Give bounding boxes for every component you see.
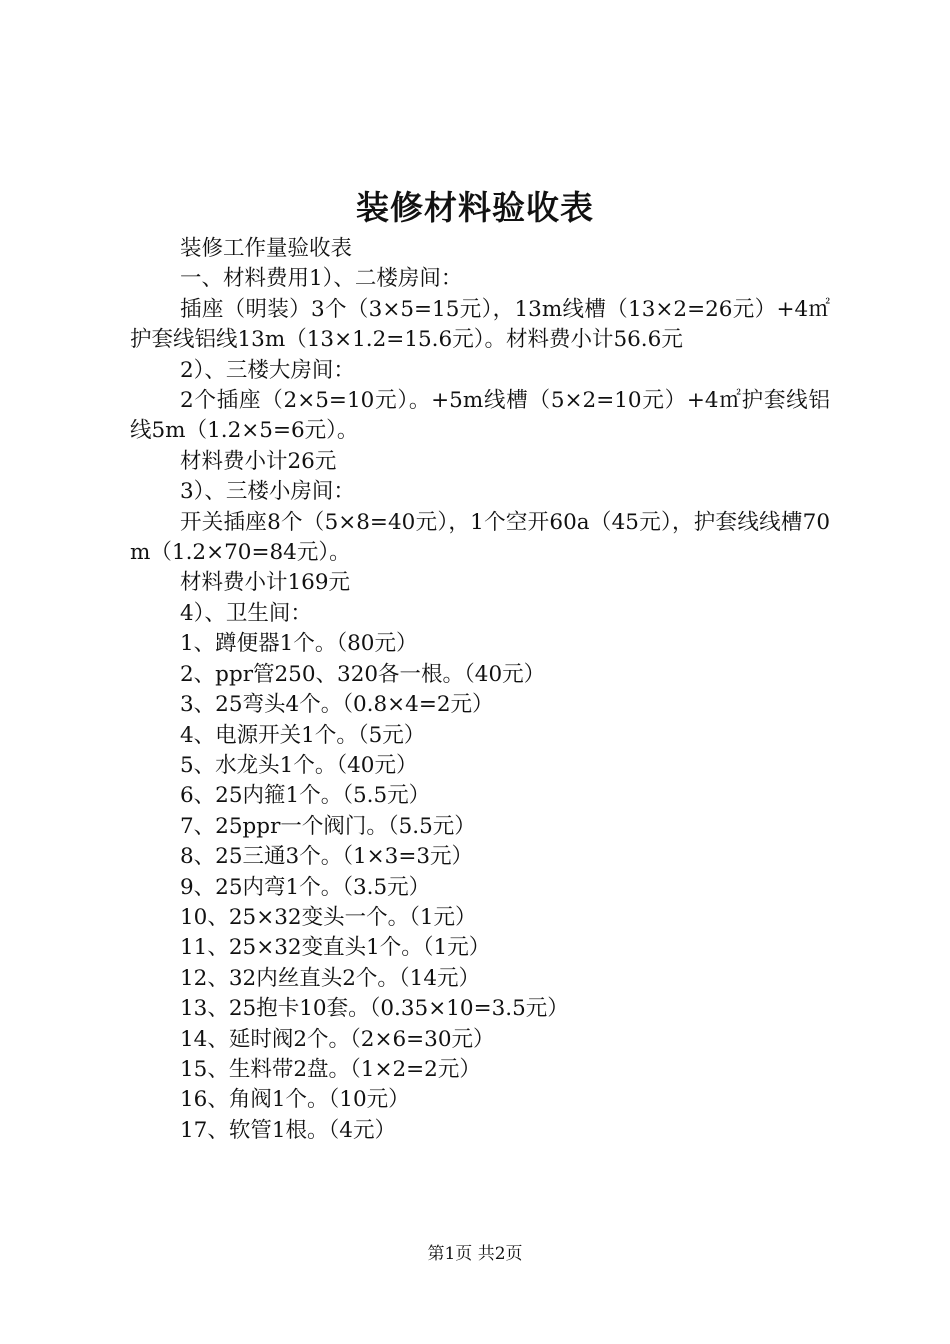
list-item: 1、蹲便器1个。（80元） [180,631,418,657]
list-item: 5、水龙头1个。（40元） [180,752,418,778]
list-item: 11、25×32变直头1个。（1元） [180,935,491,961]
list-item: 10、25×32变头一个。（1元） [180,904,477,930]
list-item: 6、25内箍1个。（5.5元） [180,783,431,809]
list-item: 9、25内弯1个。（3.5元） [180,874,431,900]
page-footer: 第1页 共2页 [427,1244,523,1264]
paragraph-section-2: 2）、三楼大房间： [180,357,355,383]
paragraph-section-1: 一、材料费用1）、二楼房间： [180,266,463,292]
paragraph-subtotal-2: 材料费小计26元 [180,448,337,474]
paragraph-second-floor-items: 插座（明装）3个（3×5=15元），13m线槽（13×2=26元）+4㎡护套线铝线13m（13×1.2=15.6元）。材料费小计56.6元 [130,296,830,353]
list-item: 15、生料带2盘。（1×2=2元） [180,1056,481,1082]
paragraph-section-3: 3）、三楼小房间： [180,479,355,505]
list-item: 2、ppr管250、320各一根。（40元） [180,661,546,687]
list-item: 14、延时阀2个。（2×6=30元） [180,1026,495,1052]
list-item: 4、电源开关1个。（5元） [180,722,426,748]
list-item: 16、角阀1个。（10元） [180,1087,410,1113]
paragraph-big-room-items: 2个插座（2×5=10元）。+5m线槽（5×2=10元）+4㎡护套线铝线5m（1.2×5=6元）。 [130,388,830,444]
paragraph-subtotal-3: 材料费小计169元 [180,570,351,596]
list-item: 7、25ppr一个阀门。（5.5元） [180,813,476,839]
list-item: 17、软管1根。（4元） [180,1117,396,1143]
list-item: 8、25三通3个。（1×3=3元） [180,844,474,870]
list-item: 12、32内丝直头2个。（14元） [180,965,481,991]
document-title: 装修材料验收表 [356,188,594,227]
list-item: 3、25弯头4个。（0.8×4=2元） [180,692,494,718]
list-item: 13、25抱卡10套。（0.35×10=3.5元） [180,996,569,1022]
paragraph-small-room-items: 开关插座8个（5×8=40元），1个空开60a（45元），护套线线槽70m（1.2×70=84元）。 [130,509,830,566]
document-body [130,234,830,1146]
paragraph-section-4: 4）、卫生间： [180,600,312,626]
paragraph-heading: 装修工作量验收表 [180,236,353,261]
